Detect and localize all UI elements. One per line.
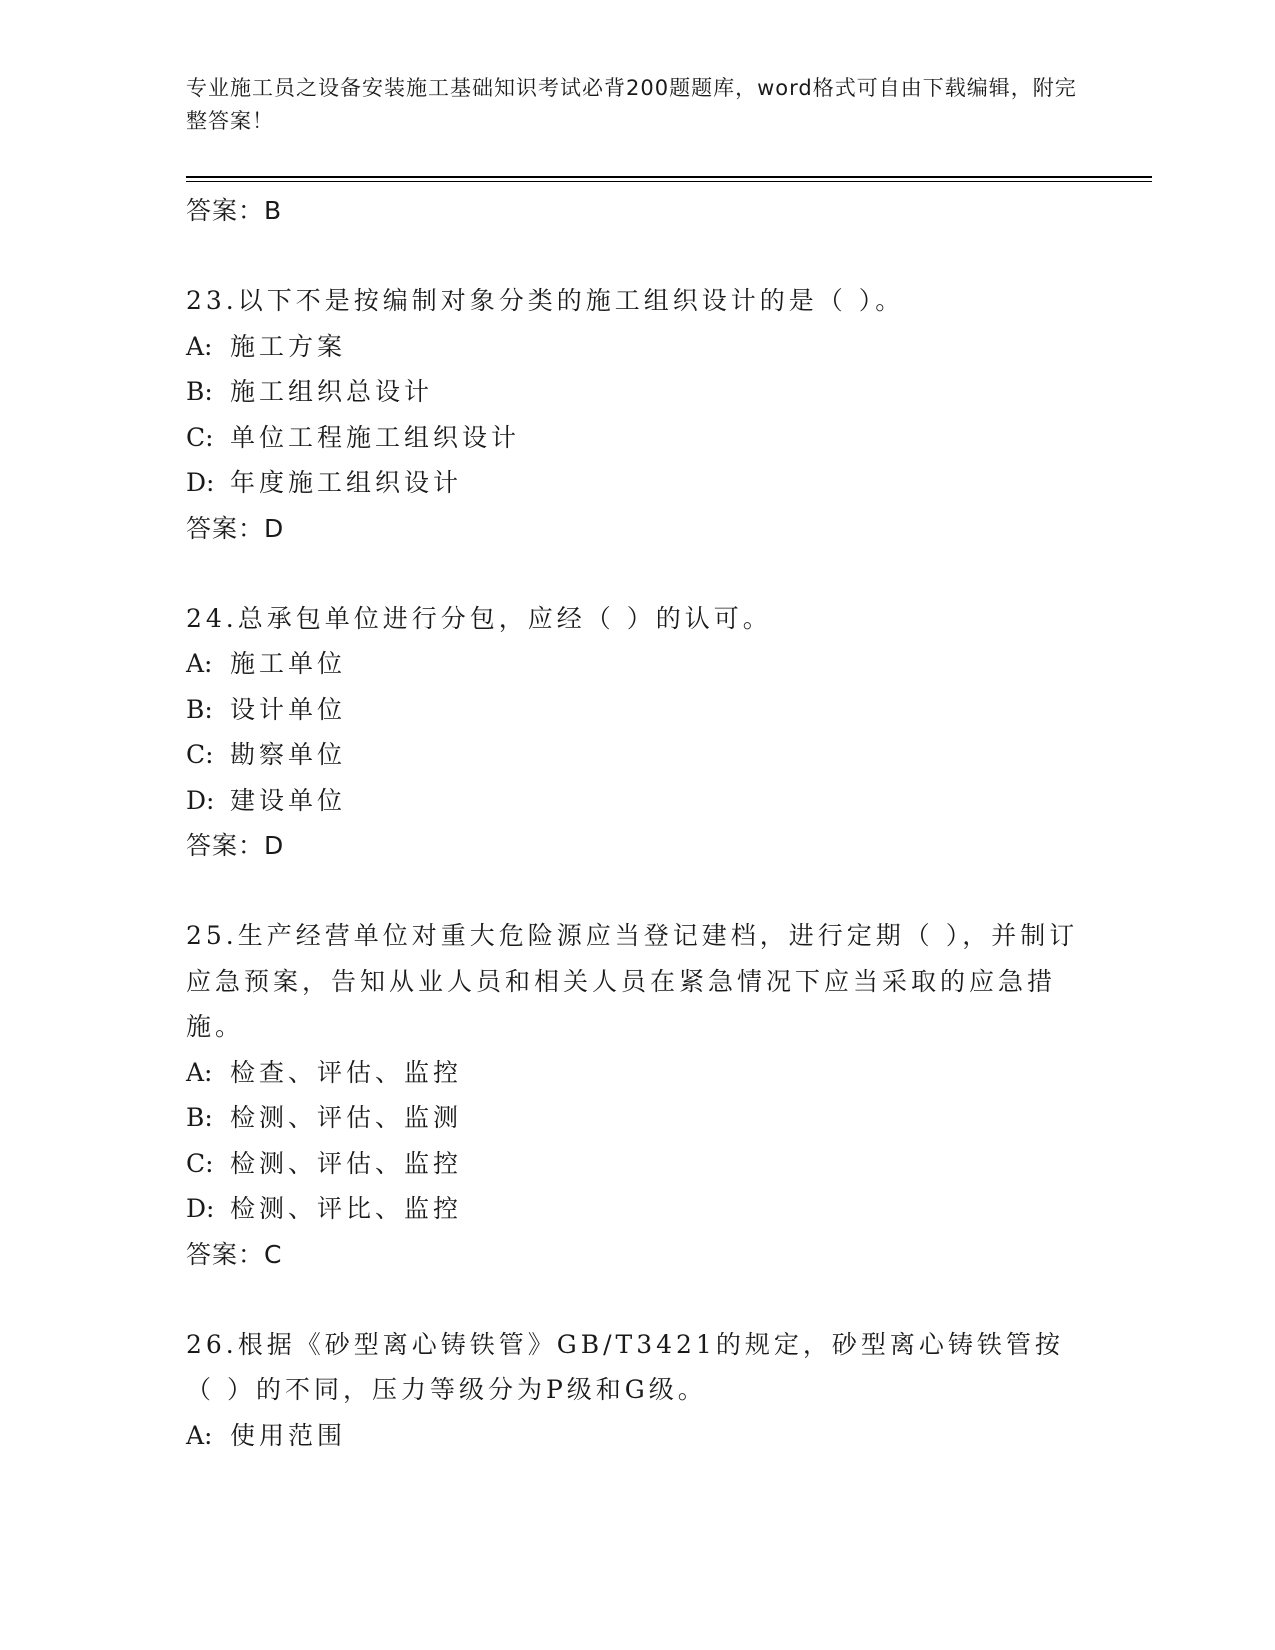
- option-letter: C:: [186, 740, 214, 769]
- option-letter: B:: [186, 694, 213, 724]
- option-b: [186, 1095, 1086, 1141]
- option-b: [186, 687, 1086, 733]
- option-text: 使用范围: [230, 1420, 347, 1450]
- option-a: [186, 641, 1086, 687]
- option-letter: A:: [186, 1057, 213, 1087]
- option-text: 施工组织总设计: [230, 377, 434, 406]
- option-letter: A:: [186, 331, 213, 361]
- option-letter: D:: [186, 468, 215, 497]
- question-stem: 24.总承包单位进行分包，应经（ ）的认可。: [186, 603, 772, 633]
- option-text: 建设单位: [230, 785, 347, 815]
- answer-line: 答案：D: [186, 831, 285, 860]
- answer-line: 答案：C: [186, 1239, 283, 1269]
- option-a: [186, 1050, 1086, 1096]
- question-list: [186, 188, 1086, 1458]
- option-text: 检测、评估、监控: [230, 1148, 463, 1178]
- document-header: 专业施工员之设备安装施工基础知识考试必背200题题库，word格式可自由下载编辑，附完整答案！: [186, 76, 1077, 133]
- question-24: [186, 596, 1086, 870]
- option-text: 勘察单位: [230, 740, 347, 769]
- option-text: 检测、评估、监测: [230, 1103, 463, 1132]
- question-stem: 26.根据《砂型离心铸铁管》GB/T3421的规定，砂型离心铸铁管按（ ）的不同，压力等级分为P级和G级。: [186, 1329, 1064, 1404]
- option-d: [186, 1186, 1086, 1232]
- option-a: [186, 1413, 1086, 1459]
- answer-line: 答案：B: [186, 196, 283, 225]
- question-stem: 23.以下不是按编制对象分类的施工组织设计的是（ ）。: [186, 286, 905, 315]
- option-letter: D:: [186, 1194, 215, 1223]
- option-a: [186, 324, 1086, 370]
- option-c: [186, 732, 1086, 778]
- option-letter: A:: [186, 1420, 213, 1450]
- question-26: [186, 1322, 1086, 1459]
- option-c: [186, 415, 1086, 461]
- option-c: [186, 1141, 1086, 1187]
- question-23: [186, 278, 1086, 552]
- option-text: 检测、评比、监控: [230, 1194, 463, 1223]
- option-text: 单位工程施工组织设计: [230, 422, 521, 452]
- option-text: 检查、评估、监控: [230, 1057, 463, 1087]
- answer-line: 答案：D: [186, 513, 285, 543]
- question-25: [186, 913, 1086, 1278]
- option-letter: A:: [186, 649, 213, 678]
- option-d: [186, 460, 1086, 506]
- option-letter: C:: [186, 422, 214, 452]
- option-letter: B:: [186, 1103, 213, 1132]
- option-letter: C:: [186, 1148, 214, 1178]
- option-text: 设计单位: [230, 694, 347, 724]
- option-text: 年度施工组织设计: [230, 468, 463, 497]
- option-text: 施工方案: [230, 331, 347, 361]
- header-rule-thin: [186, 181, 1152, 182]
- option-d: [186, 778, 1086, 824]
- header-rule-thick: [186, 176, 1152, 178]
- option-letter: D:: [186, 785, 215, 815]
- option-text: 施工单位: [230, 649, 347, 678]
- option-b: [186, 369, 1086, 415]
- option-letter: B:: [186, 377, 213, 406]
- question-stem: 25.生产经营单位对重大危险源应当登记建档，进行定期（ ），并制订应急预案，告知从业人员和相关人员在紧急情况下应当采取的应急措施。: [186, 921, 1079, 1041]
